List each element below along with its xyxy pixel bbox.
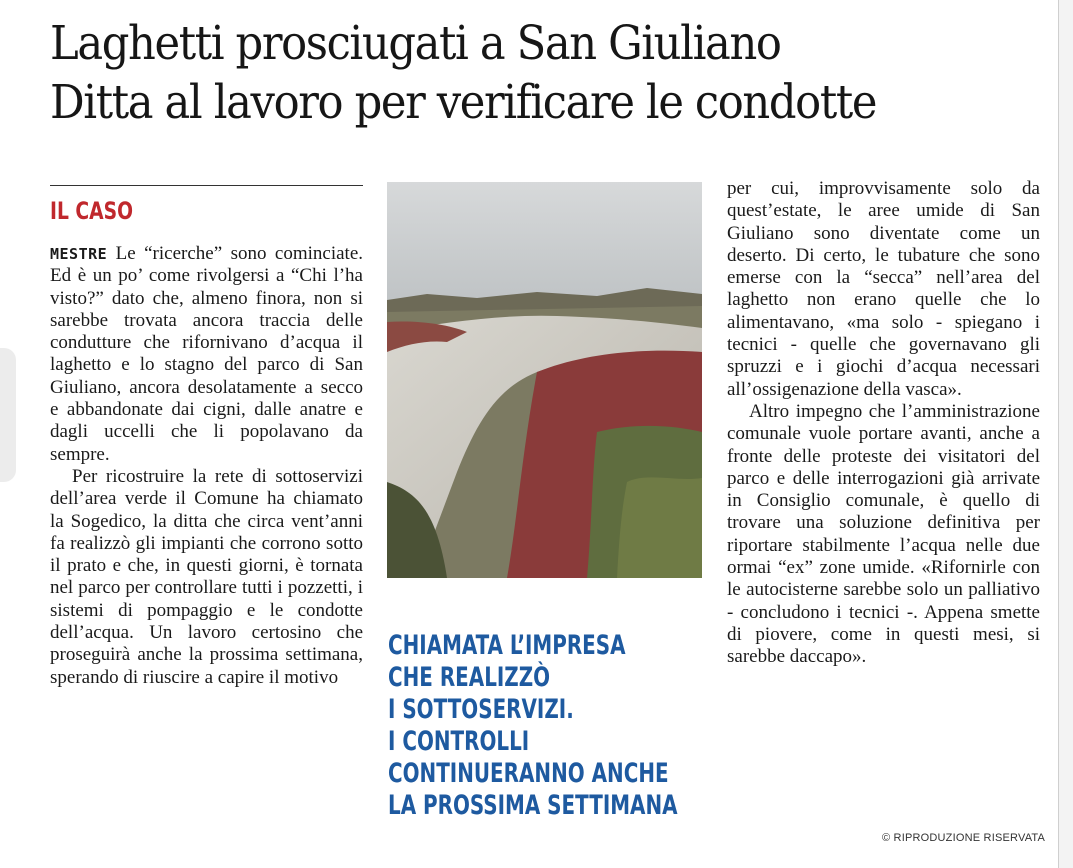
article-paragraph: per cui, improvvisamente solo da quest’estate, le aree umide di San Giuliano sono diventate come un deserto. Di certo, le tubature che sono emerse con la “secca” nell’area del laghetto non erano quelle che lo alimentavano, «ma solo - spiegano i tecnici - quelle che governavano gli spruzzi e i giochi d’acqua necessari all’ossigenazione della vasca».	[727, 178, 1040, 400]
article-paragraph	[50, 243, 363, 466]
section-kicker: IL CASO	[50, 197, 134, 225]
pull-quote-line: I CONTROLLI	[388, 726, 530, 757]
article-column-left	[50, 243, 363, 689]
headline-line-2: Ditta al lavoro per verificare le condotte	[50, 75, 877, 130]
pull-quote-line: CONTINUERANNO ANCHE	[388, 758, 669, 789]
headline-line-1: Laghetti prosciugati a San Giuliano	[50, 16, 781, 71]
pull-quote-line: CHE REALIZZÒ	[388, 662, 551, 693]
kicker-rule	[50, 185, 363, 186]
page-edge	[1058, 0, 1073, 868]
dateline: MESTRE	[50, 245, 108, 263]
headline	[50, 14, 970, 132]
photo-dry-pond	[387, 182, 702, 578]
pull-quote-line: LA PROSSIMA SETTIMANA	[388, 790, 678, 821]
article-column-right	[727, 178, 1040, 669]
article-paragraph: Per ricostruire la rete di sottoservizi dell’area verde il Comune ha chiamato la Sogedico, la ditta che circa vent’anni fa realizzò gli impianti che corrono sotto il prato e che, in questi giorni, è tornata nel parco per controllare tutti i pozzetti, i sistemi di pompaggio e le condotte dell’acqua. Un lavoro certosino che proseguirà anche la prossima settimana, sperando di riuscire a capire il motivo	[50, 465, 363, 688]
paragraph-text: Le “ricerche” sono cominciate. Ed è un po’ come rivolgersi a “Chi l’ha visto?” dato che, almeno finora, non si sarebbe trovata ancora traccia delle condutture che rifornivano d’acqua il laghetto e lo stagno del parco di San Giuliano, ancora desolatamente a secco e abbandonate dai cigni, dalle anatre e dagli uccelli che li popolavano da sempre.	[50, 243, 363, 465]
pull-quote-line: CHIAMATA L’IMPRESA	[388, 630, 626, 661]
article-paragraph: Altro impegno che l’amministrazione comunale vuole portare avanti, anche a fronte delle proteste dei visitatori del parco e delle interrogazioni già arrivate in Consiglio comunale, è quello di trovare una soluzione definitiva per riportare stabilmente l’acqua nelle due ormai “ex” zone umide. «Rifornirle con le autocisterne sarebbe solo un palliativo - concludono i tecnici -. Appena smette di piovere, come in questi mesi, si sarebbe daccapo».	[727, 400, 1040, 668]
pull-quote-line: I SOTTOSERVIZI.	[388, 694, 574, 725]
pull-quote	[388, 630, 678, 822]
copyright-notice: © RIPRODUZIONE RISERVATA	[882, 832, 1046, 844]
side-scroll-tab[interactable]	[0, 348, 16, 482]
